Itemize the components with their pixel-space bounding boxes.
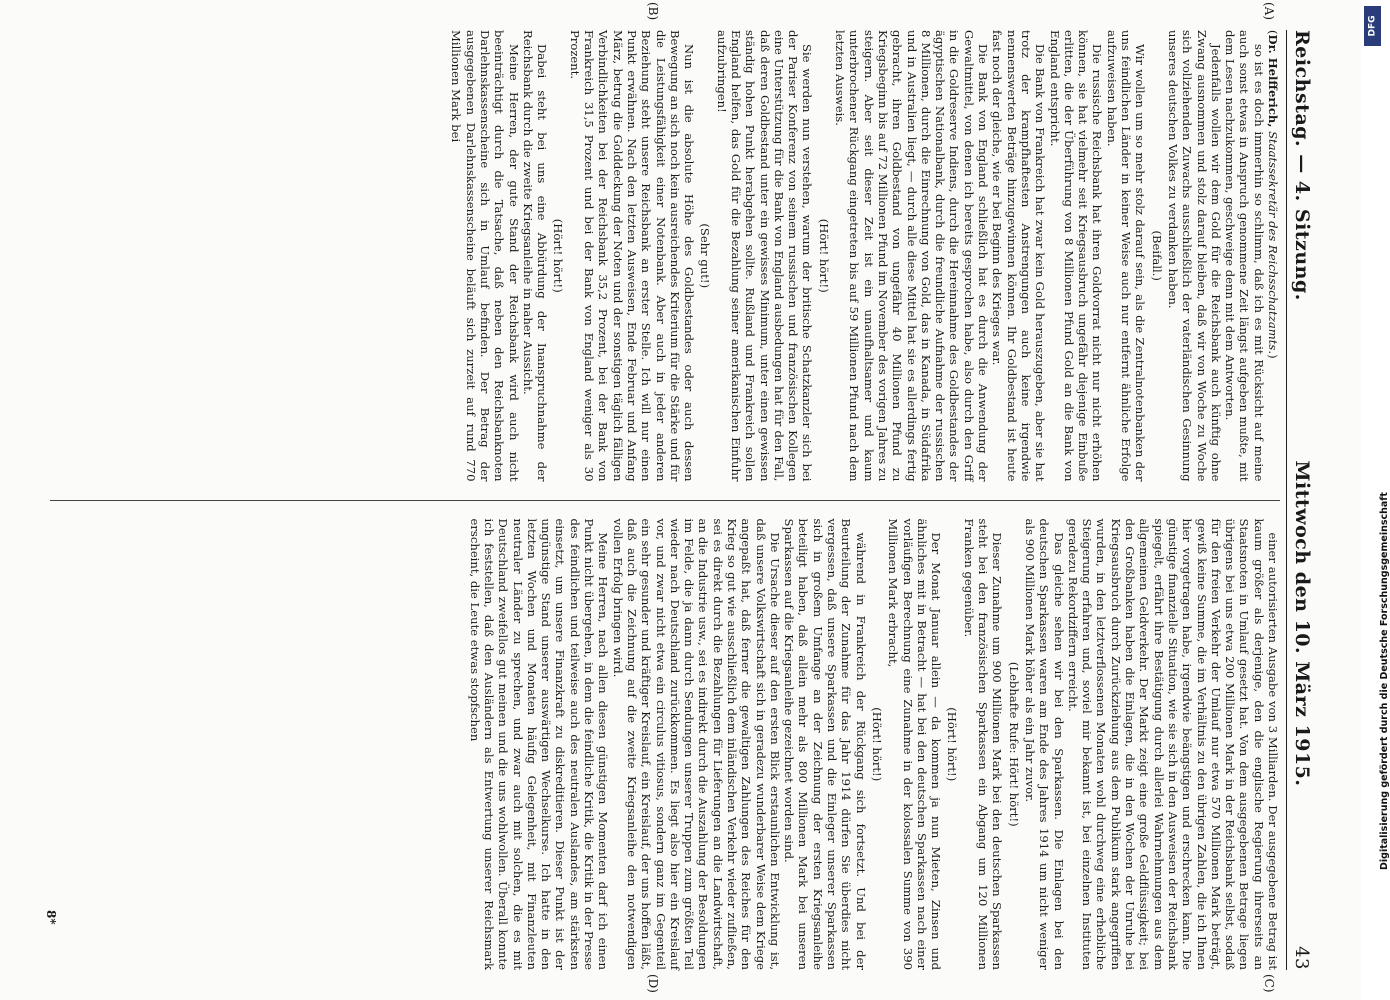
paragraph: Das gleiche sehen wir bei den Sparkassen. Die Einlagen bei den deutschen Sparkassen waren am Ende des Jahres 1914 um nicht weniger als 900 Millionen Mark höher als ein Jahr zuvor. bbox=[1022, 518, 1066, 970]
paragraph: Die Ursache dieser auf den ersten Blick erstaunlichen Entwicklung ist, daß unsere Volkswirtschaft sich in geradezu wunderbarer Weise dem Kriege angepaßt hat, daß ferner die gewaltigen Zahlungen des Reiches für den Krieg so gut wie ausschließlich dem inländischen Verkehr wieder zufließen, sei es direkt durch die Bezahlungen für Lieferungen an die Landwirtschaft, an die Industrie usw., sei es indirekt durch die Auszahlung der Besoldungen im Felde, die ja dann durch Sendungen unserer Truppen zum größten Teil wieder nach Deutschland zurückkommen. Es liegt also hier ein Kreislauf vor, und zwar nicht etwa ein circulus vitiosus, sondern ganz im Gegenteil ein sehr gesunder und kräftiger Kreislauf, ein Kreislauf, der uns hoffen läßt, daß auch die Zeichnung auf die zweite Kriegsanleihe den notwendigen vollen Erfolg bringen wird. bbox=[610, 518, 782, 970]
paragraph: Dieser Zunahme um 900 Millionen Mark bei den deutschen Sparkassen steht bei den französischen Sparkassen ein Abgang um 120 Millionen Franken gegenüber. bbox=[961, 518, 1005, 970]
speaker-name: Dr. Helfferich, bbox=[1266, 34, 1280, 128]
header-left: Reichstag. — 4. Sitzung. bbox=[1291, 30, 1313, 301]
margin-mark-d: (D) bbox=[646, 974, 660, 993]
paragraph: Nun ist die absolute Höhe des Goldbestandes oder auch dessen Bewegung an sich noch kein ausreichendes Kriterium für die Stärke und für die Leistungsfähigkeit einer Notenbank. Aber auch in jeder anderen Beziehung steht unsere Reichsbank an erster Stelle. Ich will nur einen Punkt erwähnen. Nach den letzten Ausweisen, Ende Februar und Anfang März, betrug die Golddeckung der Noten und der sonstigen täglich fälligen Verbindlichkeiten bei der Reichsbank 35,2 Prozent, bei der Bank von Frankreich 31,5 Prozent und bei der Bank von England weniger als 30 Prozent. bbox=[567, 30, 697, 482]
interjection: (Hört! hört!) bbox=[869, 707, 884, 782]
header-date: Mittwoch den 10. März 1915. bbox=[1291, 460, 1313, 787]
paragraph: Jedenfalls wollen wir dem Gold für die Reichsbank auch künftig ohne Zwang ausnommen und stolz darauf bleiben, daß wir von Woche zu Woche sich vollziehenden Zuwachs ausschließlich der vaterländischen Gesinnung unseres deutschen Volkes zu verdanken haben. bbox=[1165, 30, 1223, 482]
paragraph: so ist es doch immerhin so schlimm, daß ich es mit Rücksicht auf meine auch sonst etwas in Anspruch genommene Zeit längst aufgeben mußte, mit dem Lesen nachzukommen, geschweige denn mit dem Antworten. bbox=[1223, 30, 1266, 482]
paragraph: Der Monat Januar allein — da kommen ja nun Mieten, Zinsen und ähnliches mit in Betracht — hat bei den deutschen Sparkassen nach einer vorläufigen Berechnung eine Zunahme in der kolossalen Summe von 390 Millionen Mark erbracht, bbox=[886, 518, 944, 970]
paragraph: Sie werden nun verstehen, warum der britische Schatzkanzler sich bei der Pariser Konferenz von seinem russischen und französischen Kollegen eine Unterstützung für die Bank von England ausbedungen hat für den Fall, daß deren Goldbestand unter ein gewisses Minimum, unter einen gewissen ständig hohen Punkt herabgehen sollte. Rußland und Frankreich sollen England helfen, das Gold für die Bezahlung seiner amerikanischen Einfuhr aufzubringen! bbox=[714, 30, 815, 482]
paragraph: Dabei steht bei uns eine Abbürdung der Inanspruchnahme der Reichsbank durch die zweite Kriegsanleihe in naher Aussicht. bbox=[520, 30, 550, 482]
interjection: (Hört! hört!) bbox=[945, 707, 960, 782]
column-divider bbox=[50, 500, 1280, 501]
interjection: (Hört! hört!) bbox=[551, 218, 566, 293]
page-area bbox=[30, 2, 1330, 993]
dfg-logo: DFG bbox=[1364, 6, 1381, 46]
paragraph: Die russische Reichsbank hat ihren Goldvorrat nicht nur nicht erhöhen können, sie hat vielmehr seit Kriegsausbruch ungefähr diejenige Einbuße erlitten, die der Überführung von 8 Millionen Pfund Gold an die Bank von England entspricht. bbox=[1047, 30, 1105, 482]
digitization-credit: Digitalisierung gefördert durch die Deutsche Forschungsgemeinschaft bbox=[1379, 492, 1390, 870]
margin-mark-b: (B) bbox=[646, 2, 660, 21]
interjection: (Beifall.) bbox=[1149, 230, 1164, 281]
text-columns bbox=[50, 30, 1280, 970]
speaker-line: (Dr. Helfferich, Staatssekretär des Reichsschatzamts.) bbox=[1266, 30, 1280, 359]
paragraph: Meine Herren, der gute Stand der Reichsbank wird auch nicht beeinträchtigt durch die Tatsache, daß neben den Reichsbanknoten Darlehnskassenscheine sich in Umlauf befinden. Der Betrag der ausgegebenen Darlehnskassenscheine beläuft sich zurzeit auf rund 770 Millionen Mark bei bbox=[449, 30, 521, 482]
page-number: 43 bbox=[1291, 946, 1312, 970]
paragraph: Die Bank von Frankreich hat zwar kein Gold herauszugeben, aber sie hat trotz der krampfhaftesten Anstrengungen auch keine irgendwie nennenswerten Beträge hinzugewinnen können. Ihr Goldbestand ist heute fast noch der gleiche, wie er bei Beginn des Krieges war. bbox=[990, 30, 1048, 482]
interjection: (Lebhafte Rufe: Hört! hört!) bbox=[1006, 661, 1021, 827]
paragraph: einer autorisierten Ausgabe von 3 Milliarden. Der ausgegebene Betrag ist kaum größer als derjenige, den die englische Regierung ihrerseits an Staatsnoten in Umlauf gesetzt hat. Von dem ausgegebenen Betrage liegen übrigens bei uns etwa 200 Millionen Mark in der Reichsbank selbst, sodaß für den freien Verkehr der Umlauf nur etwa 570 Millionen Mark beträgt, gewiß keine Summe, die im Verhältnis zu den übrigen Zahlen, die ich Ihnen hier vorgetragen habe, irgendwie beängstigen und erschrecken kann. Die günstige finanzielle Situation, wie sie sich in den Ausweisen der Reichsbank spiegelt, erfährt ihre Bestätigung durch allerlei Wahrnehmungen aus dem allgemeinen Geldverkehr. Der Markt zeigt eine große Geldflüssigkeit; bei den Großbanken haben die Einlagen, die in den Wochen der Unruhe bei Kriegsausbruch durch Zurückziehung aus dem Publikum stark angegriffen wurden, in den letztverflossenen Monaten wohl durchweg eine erhebliche Steigerung erfahren und, soviel mir bekannt ist, bei einzelnen Instituten geradezu Rekordziffern erreicht. bbox=[1065, 518, 1280, 970]
margin-mark-a: (A) bbox=[1262, 2, 1276, 21]
paragraph: während in Frankreich der Rückgang sich fortsetzt. Und bei der Beurteilung der Zunahme für das Jahr 1914 dürfen Sie überdies nicht vergessen, daß unsere Sparkassen und die Einleger unserer Sparkassen sich in großem Umfange an der Zeichnung der ersten Kriegsanleihe beteiligt haben, daß allein mehr als 800 Millionen Mark bei unseren Sparkassen auf die Kriegsanleihe gezeichnet worden sind. bbox=[782, 518, 868, 970]
left-column bbox=[50, 30, 1280, 482]
interjection: (Sehr gut!) bbox=[698, 223, 713, 289]
rotated-page bbox=[40, 2, 1320, 993]
paragraph: Wir wollen um so mehr stolz darauf sein, als die Zentralnotenbanken der uns feindlichen Länder in keiner Weise auch nur entfernt ähnliche Erfolge aufzuweisen haben. bbox=[1104, 30, 1148, 482]
right-column bbox=[50, 519, 1280, 971]
digitization-sidebar bbox=[1361, 0, 1390, 1000]
paragraph: Die Bank von England schließlich hat es durch die Anwendung der Gewaltmittel, von denen ich bereits gesprochen habe, also durch den Griff in die Goldreserve Indiens, durch die Hereinnahme des Goldbestandes der ägyptischen Nationalbank, durch die freundliche Aufnahme der russischen 8 Millionen, durch die Einrechnung von Gold, das in Kanada, in Südafrika und in Australien liegt, — durch alle diese Mittel hat sie es allerdings fertig gebracht, ihren Goldbestand von ungefähr 40 Millionen Pfund zu Kriegsbeginn bis auf 72 Millionen Pfund im November des vorigen Jahres zu steigern. Aber seit dieser Zeit ist ein unaufhaltsamer und kaum unterbrochener Rückgang eingetreten bis auf 59 Millionen Pfund nach dem letzten Ausweis. bbox=[833, 30, 991, 482]
interjection: (Hört! hört!) bbox=[816, 218, 831, 293]
page-header bbox=[1286, 30, 1320, 970]
signature-mark: 8* bbox=[44, 910, 58, 925]
paragraph: Meine Herren, nach allen diesen günstigen Momenten darf ich einen Punkt nicht übergehen, in dem die feindliche Kritik, die Kritik in der Presse des feindlichen und teilweise auch des neutralen Auslandes, am stärksten einsetzt, um unsere Finanzkraft zu diskreditieren. Dieser Punkt ist der ungünstige Stand unserer auswärtigen Wechselkurse. Ich hatte in den letzten Wochen und Monaten häufig Gelegenheit, mit Finanzleuten neutraler Länder zu sprechen, und zwar auch mit solchen, die es mit Deutschland zweifellos gut meinen und die uns wohlwollen. Überall konnte ich feststellen, daß den Ausländern als Entwertung unserer Reichsmark erscheint, die Leute etwas stopfschen bbox=[467, 518, 611, 970]
margin-mark-c: (C) bbox=[1262, 974, 1276, 993]
speaker-role: Staatssekretär des Reichsschatzamts. bbox=[1266, 131, 1280, 355]
